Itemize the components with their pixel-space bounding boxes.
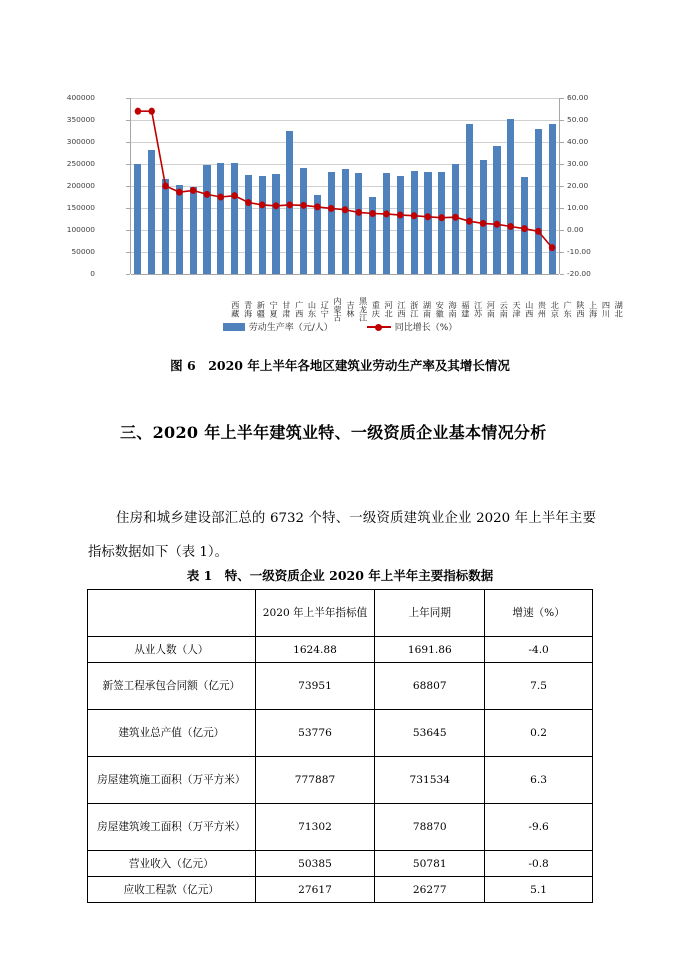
line-marker-青海: [148, 108, 154, 115]
table-row: [88, 757, 593, 804]
line-marker-湖北: [549, 244, 555, 251]
x-axis-label-青海: 青海: [243, 300, 254, 318]
table-caption: 表 1 特、一级资质企业 2020 年上半年主要指标数据: [186, 568, 494, 583]
legend-swatch-line-icon: [367, 323, 391, 331]
table-cell-current: 777887: [255, 757, 375, 804]
legend-label-bar: 劳动生产率（元/人）: [248, 323, 333, 333]
table-row: [88, 663, 593, 710]
y-tick-label: 0.00: [567, 225, 584, 234]
line-marker-上海: [521, 225, 527, 232]
table-row: [88, 710, 593, 757]
y-tick-mark: [560, 186, 564, 187]
x-axis-label-湖北: 湖北: [614, 300, 625, 318]
chart-area: [66, 88, 625, 322]
table-header-cell-3: 增速（%）: [485, 590, 593, 637]
line-marker-重庆: [287, 201, 293, 208]
x-axis-label-贵州: 贵州: [537, 300, 548, 318]
line-marker-吉林: [259, 201, 265, 208]
x-axis-label-黑龙江: 黑龙江: [358, 296, 369, 322]
table-cell-label: 应收工程款（亿元）: [88, 877, 256, 903]
table-cell-previous: 53645: [375, 710, 485, 757]
table-cell-current: 27617: [255, 877, 375, 903]
line-marker-海南: [369, 210, 375, 217]
legend-label-line: 同比增长（%）: [394, 323, 458, 333]
table-cell-growth: -9.6: [485, 804, 593, 851]
x-axis-label-浙江: 浙江: [409, 300, 420, 318]
x-axis-label-宁夏: 宁夏: [269, 300, 280, 318]
x-axis-label-山东: 山东: [307, 300, 318, 318]
table-cell-previous: 26277: [375, 877, 485, 903]
y-tick-label: 30.00: [567, 159, 589, 168]
y-tick-label: 100000: [66, 225, 95, 234]
legend-swatch-bar-icon: [223, 323, 245, 331]
table-cell-previous: 68807: [375, 663, 485, 710]
x-axis-label-江西: 江西: [396, 300, 407, 318]
figure-6: [0, 88, 680, 373]
section-heading: 三、2020 年上半年建筑业特、一级资质企业基本情况分析: [120, 423, 547, 442]
chart-line-overlay: [131, 98, 559, 274]
x-axis-label-吉林: 吉林: [345, 300, 356, 318]
x-axis-label-四川: 四川: [601, 300, 612, 318]
line-marker-贵州: [466, 218, 472, 225]
y-tick-label: 0: [90, 269, 95, 278]
table-cell-growth: 5.1: [485, 877, 593, 903]
line-marker-安徽: [356, 209, 362, 216]
table-cell-previous: 731534: [375, 757, 485, 804]
x-axis-label-辽宁: 辽宁: [320, 300, 331, 318]
line-marker-陕西: [507, 223, 513, 230]
y-tick-label: 60.00: [567, 93, 589, 102]
y-tick-label: 50.00: [567, 115, 589, 124]
table-header-cell-0: [88, 590, 256, 637]
x-axis-label-江苏: 江苏: [473, 300, 484, 318]
line-marker-北京: [480, 220, 486, 227]
x-axis-label-内蒙古: 内蒙古: [333, 296, 344, 322]
indicators-table: [87, 589, 593, 903]
line-marker-福建: [383, 210, 389, 217]
line-marker-甘肃: [190, 187, 196, 194]
y-tick-mark: [126, 252, 130, 253]
line-marker-河北: [300, 202, 306, 209]
line-marker-广东: [494, 221, 500, 228]
y-tick-mark: [126, 142, 130, 143]
y-tick-mark: [560, 230, 564, 231]
line-marker-天津: [438, 214, 444, 221]
line-marker-江西: [314, 203, 320, 210]
table-cell-label: 建筑业总产值（亿元）: [88, 710, 256, 757]
line-marker-浙江: [328, 205, 334, 212]
y-tick-label: 300000: [66, 137, 95, 146]
line-marker-山西: [452, 214, 458, 221]
y-tick-label: -10.00: [567, 247, 591, 256]
table-cell-label: 房屋建筑竣工面积（万平方米）: [88, 804, 256, 851]
y-tick-mark: [126, 98, 130, 99]
y-tick-mark: [126, 120, 130, 121]
y-tick-mark: [560, 98, 564, 99]
y-tick-mark: [126, 164, 130, 165]
line-marker-湖南: [342, 206, 348, 213]
x-axis-label-西藏: 西藏: [230, 300, 241, 318]
table-cell-current: 73951: [255, 663, 375, 710]
table-row: [88, 637, 593, 663]
table-cell-current: 50385: [255, 851, 375, 877]
table-header-cell-1: 2020 年上半年指标值: [255, 590, 375, 637]
x-axis-label-河北: 河北: [384, 300, 395, 318]
y-tick-label: 250000: [66, 159, 95, 168]
table-cell-growth: -0.8: [485, 851, 593, 877]
x-axis-label-湖南: 湖南: [422, 300, 433, 318]
table-cell-current: 53776: [255, 710, 375, 757]
x-axis-label-天津: 天津: [511, 300, 522, 318]
line-marker-黑龙江: [273, 202, 279, 209]
table-cell-growth: 0.2: [485, 710, 593, 757]
line-marker-新疆: [162, 182, 168, 189]
table-header-cell-2: 上年同期: [375, 590, 485, 637]
line-marker-宁夏: [176, 189, 182, 196]
table-cell-growth: -4.0: [485, 637, 593, 663]
legend-item-line: [367, 320, 458, 333]
x-axis-label-福建: 福建: [460, 300, 471, 318]
x-axis-label-河南: 河南: [486, 300, 497, 318]
y-tick-mark: [126, 230, 130, 231]
table-cell-growth: 7.5: [485, 663, 593, 710]
table-cell-label: 新签工程承包合同额（亿元）: [88, 663, 256, 710]
line-marker-山东: [218, 193, 224, 200]
y-tick-mark: [126, 186, 130, 187]
table-cell-current: 71302: [255, 804, 375, 851]
y-tick-mark: [560, 208, 564, 209]
y-tick-mark: [126, 274, 130, 275]
x-axis-label-北京: 北京: [550, 300, 561, 318]
x-axis-label-海南: 海南: [448, 300, 459, 318]
table-header-row: [88, 590, 593, 637]
line-marker-辽宁: [231, 192, 237, 199]
table-cell-current: 1624.88: [255, 637, 375, 663]
x-axis-label-广东: 广东: [563, 300, 574, 318]
line-marker-内蒙古: [245, 199, 251, 206]
table-cell-label: 从业人数（人）: [88, 637, 256, 663]
growth-line: [138, 111, 552, 247]
x-axis-label-陕西: 陕西: [575, 300, 586, 318]
table-cell-previous: 50781: [375, 851, 485, 877]
line-marker-云南: [425, 213, 431, 220]
table-row: [88, 851, 593, 877]
table-cell-label: 房屋建筑施工面积（万平方米）: [88, 757, 256, 804]
x-axis-label-上海: 上海: [588, 300, 599, 318]
y-tick-label: 10.00: [567, 203, 589, 212]
x-axis-label-广西: 广西: [294, 300, 305, 318]
y-tick-label: 20.00: [567, 181, 589, 190]
line-marker-四川: [535, 228, 541, 235]
x-axis-label-云南: 云南: [499, 300, 510, 318]
x-axis-label-甘肃: 甘肃: [281, 300, 292, 318]
table-row: [88, 877, 593, 903]
chart-legend: [0, 320, 680, 333]
line-marker-河南: [411, 212, 417, 219]
y-tick-label: -20.00: [567, 269, 591, 278]
gridline: [131, 274, 559, 275]
line-marker-江苏: [397, 212, 403, 219]
table-row: [88, 804, 593, 851]
y-tick-label: 200000: [66, 181, 95, 190]
chart-plot-area: [130, 98, 560, 274]
table-cell-previous: 78870: [375, 804, 485, 851]
y-tick-mark: [560, 274, 564, 275]
y-tick-mark: [560, 164, 564, 165]
y-tick-label: 40.00: [567, 137, 589, 146]
y-tick-label: 150000: [66, 203, 95, 212]
y-tick-mark: [126, 208, 130, 209]
line-marker-西藏: [135, 108, 141, 115]
x-axis-label-重庆: 重庆: [371, 300, 382, 318]
table-cell-label: 营业收入（亿元）: [88, 851, 256, 877]
table-body: [88, 590, 593, 903]
x-axis-label-安徽: 安徽: [435, 300, 446, 318]
x-axis-label-新疆: 新疆: [256, 300, 267, 318]
legend-item-bar: [223, 320, 333, 333]
y-tick-mark: [560, 120, 564, 121]
y-tick-mark: [560, 252, 564, 253]
line-marker-广西: [204, 191, 210, 198]
body-paragraph: 住房和城乡建设部汇总的 6732 个特、一级资质建筑业企业 2020 年上半年主要指标数据如下（表 1）。: [88, 511, 596, 560]
table-cell-previous: 1691.86: [375, 637, 485, 663]
y-tick-label: 50000: [71, 247, 95, 256]
y-tick-mark: [560, 142, 564, 143]
x-axis-label-山西: 山西: [524, 300, 535, 318]
table-cell-growth: 6.3: [485, 757, 593, 804]
y-tick-label: 400000: [66, 93, 95, 102]
figure-caption: 图 6 2020 年上半年各地区建筑业劳动生产率及其增长情况: [170, 358, 510, 373]
y-tick-label: 350000: [66, 115, 95, 124]
